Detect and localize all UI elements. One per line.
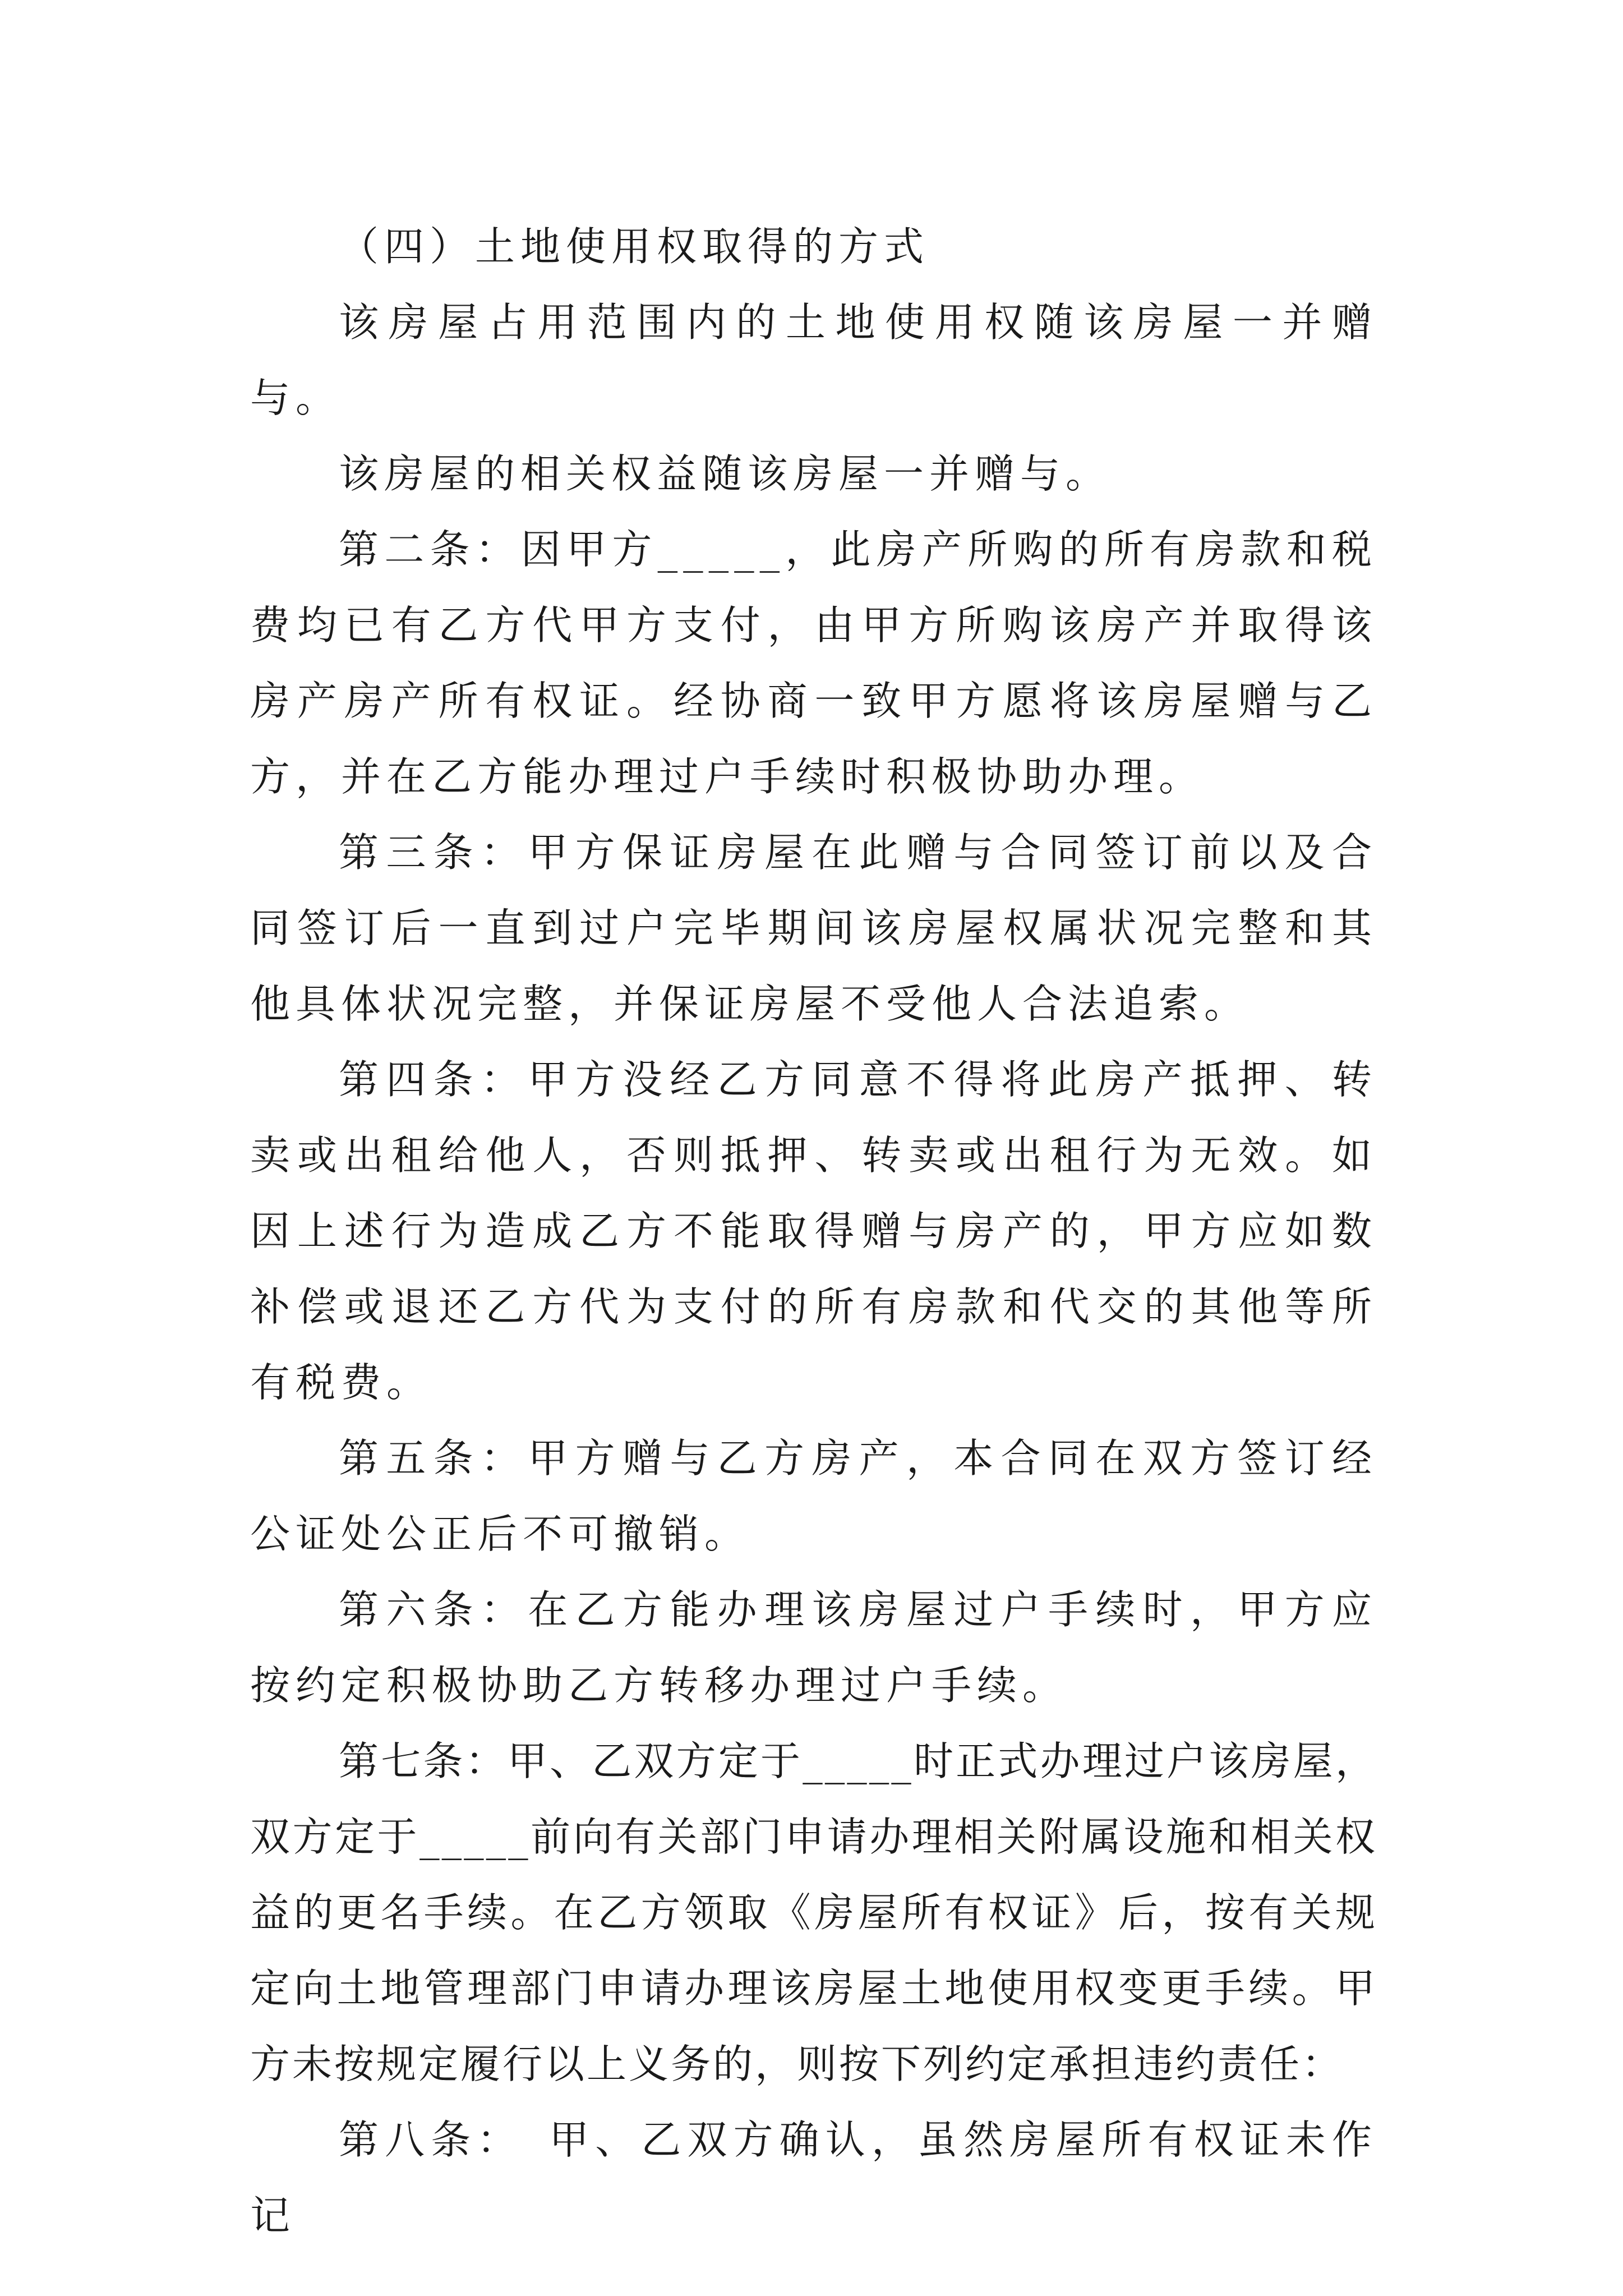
paragraph-article-8: 第八条： 甲、乙双方确认，虽然房屋所有权证未作记 [250, 2116, 1377, 2239]
paragraph-land-use-method: （四）土地使用权取得的方式 [339, 223, 930, 270]
paragraph-article-3: 第三条：甲方保证房屋在此赠与合同签订前以及合同签订后一直到过户完毕期间该房屋权属状况完整和其他具体状况完整，并保证房屋不受他人合法追索。 [250, 829, 1377, 1027]
paragraph-article-7: 第七条：甲、乙双方定于_____时正式办理过户该房屋，双方定于_____前向有关部门申请办理相关附属设施和相关权益的更名手续。在乙方领取《房屋所有权证》后，按有关规定向土地管理部门申请办理该房屋土地使用权变更手续。甲方未按规定履行以上义务的，则按下列约定承担违约责任： [250, 1738, 1377, 2087]
paragraph-article-4: 第四条：甲方没经乙方同意不得将此房产抵押、转卖或出租给他人，否则抵押、转卖或出租行为无效。如因上述行为造成乙方不能取得赠与房产的，甲方应如数补偿或退还乙方代为支付的所有房款和代交的其他等所有税费。 [250, 1056, 1377, 1406]
paragraph-article-2: 第二条：因甲方_____，此房产所购的所有房款和税费均已有乙方代甲方支付，由甲方所购该房产并取得该房产房产所有权证。经协商一致甲方愿将该房屋赠与乙方，并在乙方能办理过户手续时积极协助办理。 [250, 526, 1377, 800]
paragraph-related-rights: 该房屋的相关权益随该房屋一并赠与。 [339, 450, 1112, 497]
document-body [250, 209, 1377, 2253]
paragraph-article-6: 第六条：在乙方能办理该房屋过户手续时，甲方应按约定积极协助乙方转移办理过户手续。 [250, 1586, 1377, 1709]
paragraph-land-use-gift: 该房屋占用范围内的土地使用权随该房屋一并赠与。 [250, 299, 1377, 421]
paragraph-article-5: 第五条：甲方赠与乙方房产，本合同在双方签订经公证处公正后不可撤销。 [250, 1435, 1377, 1557]
